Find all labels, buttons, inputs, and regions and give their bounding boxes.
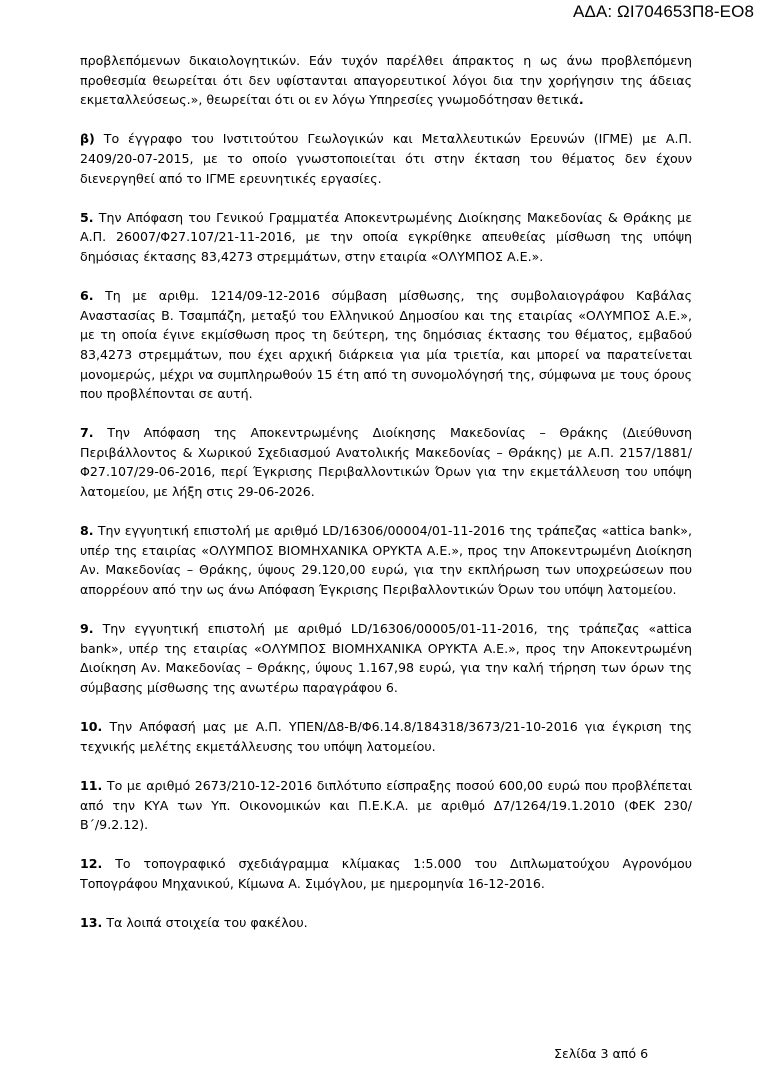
paragraph-item-9	[80, 619, 692, 697]
paragraph-text: Το έγγραφο του Ινστιτούτου Γεωλογικών και Μεταλλευτικών Ερευνών (ΙΓΜΕ) με Α.Π. 2409/20-07-2015, με το οποίο γνωστοποιείται ότι στην έκταση του θέματος δεν έχουν διενεργηθεί από το ΙΓΜΕ ερευνητικές εργασίες.	[80, 131, 692, 186]
paragraph-item-10	[80, 717, 692, 756]
paragraph-item-12	[80, 854, 692, 893]
paragraph-text: Την εγγυητική επιστολή με αριθμό LD/16306/00005/01-11-2016, της τράπεζας «attica bank», υπέρ της εταιρίας «ΟΛΥΜΠΟΣ ΒΙΟΜΗΧΑΝΙΚΑ ΟΡΥΚΤΑ Α.Ε.», προς την Αποκεντρωμένη Διοίκηση Αν. Μακεδονίας – Θράκης, ύψους 1.167,98 ευρώ, για την καλή τήρηση των όρων της σύμβασης μίσθωσης της ανωτέρω παραγράφου 6.	[80, 621, 692, 695]
paragraph-text: Την Απόφαση του Γενικού Γραμματέα Αποκεντρωμένης Διοίκησης Μακεδονίας & Θράκης με Α.Π. 26007/Φ27.107/21-11-2016, με την οποία εγκρίθηκε απευθείας μίσθωση της υπόψη δημόσιας έκτασης 83,4273 στρεμμάτων, στην εταιρία «ΟΛΥΜΠΟΣ Α.Ε.».	[80, 209, 692, 264]
paragraph-number: 9.	[80, 621, 94, 637]
paragraph-item-8	[80, 521, 692, 599]
paragraph-item-11	[80, 776, 692, 835]
paragraph-text: Τη με αριθμ. 1214/09-12-2016 σύμβαση μίσθωσης, της συμβολαιογράφου Καβάλας Αναστασίας Β. Τσαμπάζη, μεταξύ του Ελληνικού Δημοσίου και της εταιρίας «ΟΛΥΜΠΟΣ Α.Ε.», με τη οποία έγινε εκμίσθωση προς τη δεύτερη, της δημόσιας έκτασης του θέματος, εμβαδού 83,4273 στρεμμάτων, που έχει αρχική διάρκεια για μία τριετία, και μπορεί να παρατείνεται μονομερώς, μέχρι να συμπληρωθούν 15 έτη από τη συνομολόγησή της, σύμφωνα με τους όρους που προβλέπονται σε αυτή.	[80, 288, 692, 402]
paragraph-text: προβλεπόμενων δικαιολογητικών. Εάν τυχόν παρέλθει άπρακτος η ως άνω προβλεπόμενη προθεσμία θεωρείται ότι δεν υφίστανται απαγορευτικοί λόγοι δια την χορήγησιν της άδειας εκμεταλλεύσεως.», θεωρείται ότι οι εν λόγω Υπηρεσίες γνωμοδότησαν θετικά	[80, 53, 692, 108]
paragraph-number: 10.	[80, 719, 103, 735]
paragraph-item-7	[80, 423, 692, 501]
paragraph-number: 7.	[80, 425, 94, 441]
paragraph-beta	[80, 129, 692, 188]
paragraph-text: Την Απόφαση της Αποκεντρωμένης Διοίκησης Μακεδονίας – Θράκης (Διεύθυνση Περιβάλλοντος & Χωρικού Σχεδιασμού Ανατολικής Μακεδονίας – Θράκης) με Α.Π. 2157/1881/Φ27.107/29-06-2016, περί Έγκρισης Περιβαλλοντικών Όρων για την εκμετάλλευση του υπόψη λατομείου, με λήξη στις 29-06-2026.	[80, 425, 692, 500]
page-number: Σελίδα 3 από 6	[554, 1046, 649, 1061]
paragraph-continuation	[80, 51, 692, 110]
paragraph-number: 5.	[80, 209, 94, 225]
paragraph-text: Την Απόφασή μας με Α.Π. ΥΠΕΝ/Δ8-Β/Φ6.14.8/184318/3673/21-10-2016 για έγκριση της τεχνικής μελέτης εκμετάλλευσης του υπόψη λατομείου.	[80, 719, 692, 754]
paragraph-text: Την εγγυητική επιστολή με αριθμό LD/16306/00004/01-11-2016 της τράπεζας «attica bank», υπέρ της εταιρίας «ΟΛΥΜΠΟΣ ΒΙΟΜΗΧΑΝΙΚΑ ΟΡΥΚΤΑ Α.Ε.», προς την Αποκεντρωμένη Διοίκηση Αν. Μακεδονίας – Θράκης, ύψους 29.120,00 ευρώ, για την εκπλήρωση των υποχρεώσεων που απορρέουν από την ως άνω Απόφαση Έγκρισης Περιβαλλοντικών Όρων του υπόψη λατομείου.	[80, 523, 692, 598]
paragraph-item-6	[80, 286, 692, 404]
paragraph-item-5	[80, 208, 692, 267]
paragraph-text: Τα λοιπά στοιχεία του φακέλου.	[102, 915, 308, 931]
document-body	[80, 51, 692, 952]
paragraph-number: 8.	[80, 523, 94, 539]
paragraph-text: Το με αριθμό 2673/210-12-2016 διπλότυπο είσπραξης ποσού 600,00 ευρώ που προβλέπεται από την ΚΥΑ των Υπ. Οικονομικών και Π.Ε.Κ.Α. με αριθμό Δ7/1264/19.1.2010 (ΦΕΚ 230/Β΄/9.2.12).	[80, 777, 692, 833]
paragraph-number: 6.	[80, 288, 94, 304]
paragraph-number: 13.	[80, 915, 103, 931]
paragraph-number: 12.	[80, 856, 103, 872]
paragraph-number: β)	[80, 131, 95, 147]
paragraph-end-mark: .	[578, 92, 584, 108]
ada-identifier: ΑΔΑ: ΩΙ704653Π8-ΕΟ8	[573, 2, 754, 21]
paragraph-text: Το τοπογραφικό σχεδιάγραμμα κλίμακας 1:5.000 του Διπλωματούχου Αγρονόμου Τοπογράφου Μηχανικού, Κίμωνα Α. Σιμόγλου, με ημερομηνία 16-12-2016.	[80, 856, 692, 891]
paragraph-item-13	[80, 913, 692, 933]
paragraph-number: 11.	[80, 777, 103, 793]
